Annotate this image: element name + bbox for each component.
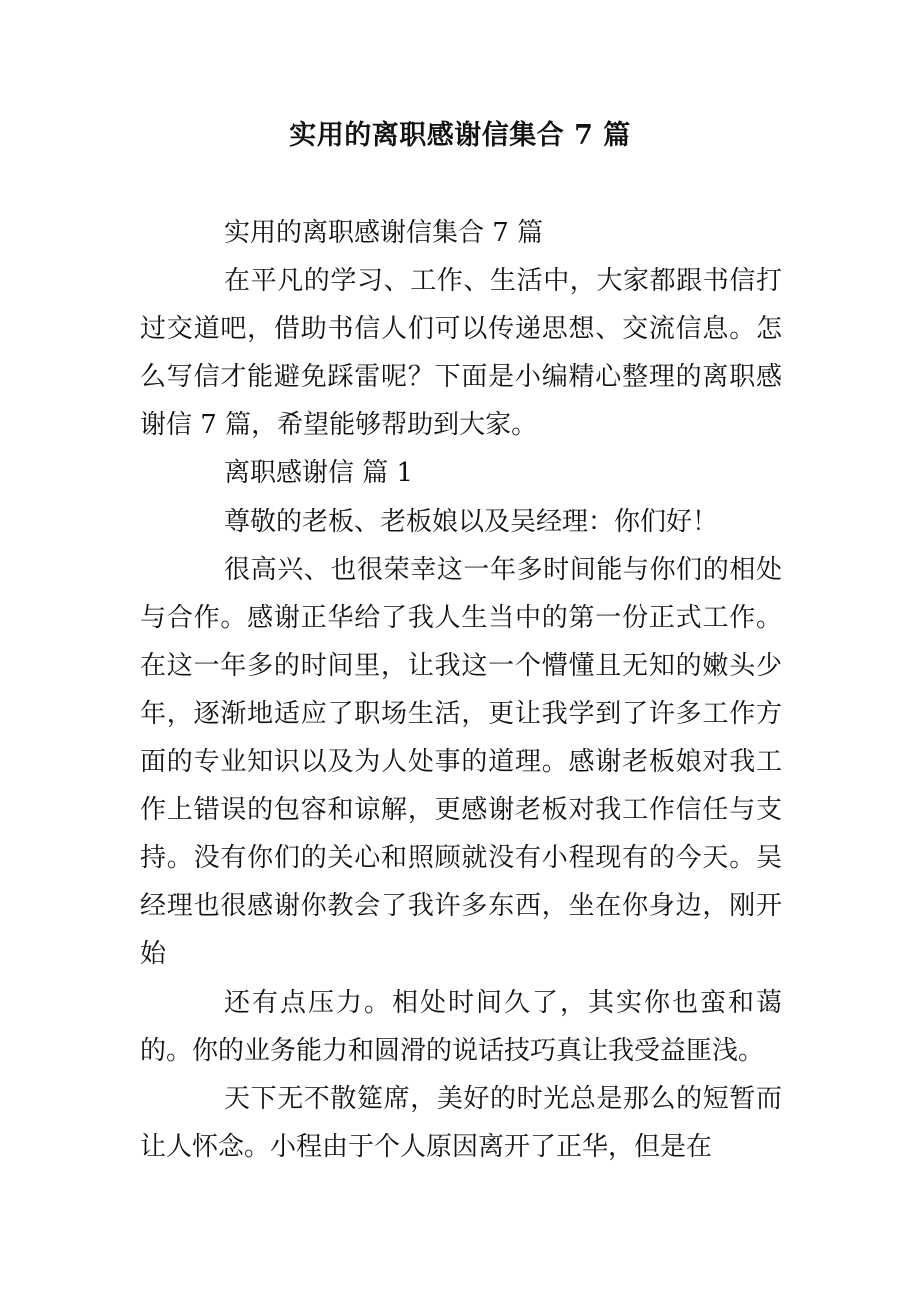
- section-heading: 离职感谢信 篇 1: [224, 458, 414, 489]
- document-title: 实用的离职感谢信集合 7 篇: [289, 120, 631, 151]
- paragraph-intro: 在平凡的学习、工作、生活中，大家都跟书信打过交道吧，借助书信人们可以传递思想、交流信息。怎么写信才能避免踩雷呢？下面是小编精心整理的离职感谢信 7 篇，希望能够帮助到大家。: [140, 266, 782, 441]
- paragraph-salutation: 尊敬的老板、老板娘以及吴经理：你们好！: [224, 506, 719, 537]
- paragraph-body: 天下无不散筵席，美好的时光总是那么的短暂而让人怀念。小程由于个人原因离开了正华，但是在: [140, 1083, 782, 1162]
- paragraph-body: 很高兴、也很荣幸这一年多时间能与你们的相处与合作。感谢正华给了我人生当中的第一份正式工作。在这一年多的时间里，让我这一个懵懂且无知的嫩头少年，逐渐地适应了职场生活，更让我学到了许多工作方面的专业知识以及为人处事的道理。感谢老板娘对我工作上错误的包容和谅解，更感谢老板对我工作信任与支持。没有你们的关心和照顾就没有小程现有的今天。吴经理也很感谢你教会了我许多东西，坐在你身边，刚开始: [140, 554, 782, 970]
- paragraph-subtitle: 实用的离职感谢信集合 7 篇: [224, 218, 544, 248]
- document-body: [140, 209, 782, 1171]
- paragraph-body: 还有点压力。相处时间久了，其实你也蛮和蔼的。你的业务能力和圆滑的说话技巧真让我受益匪浅。: [140, 987, 782, 1066]
